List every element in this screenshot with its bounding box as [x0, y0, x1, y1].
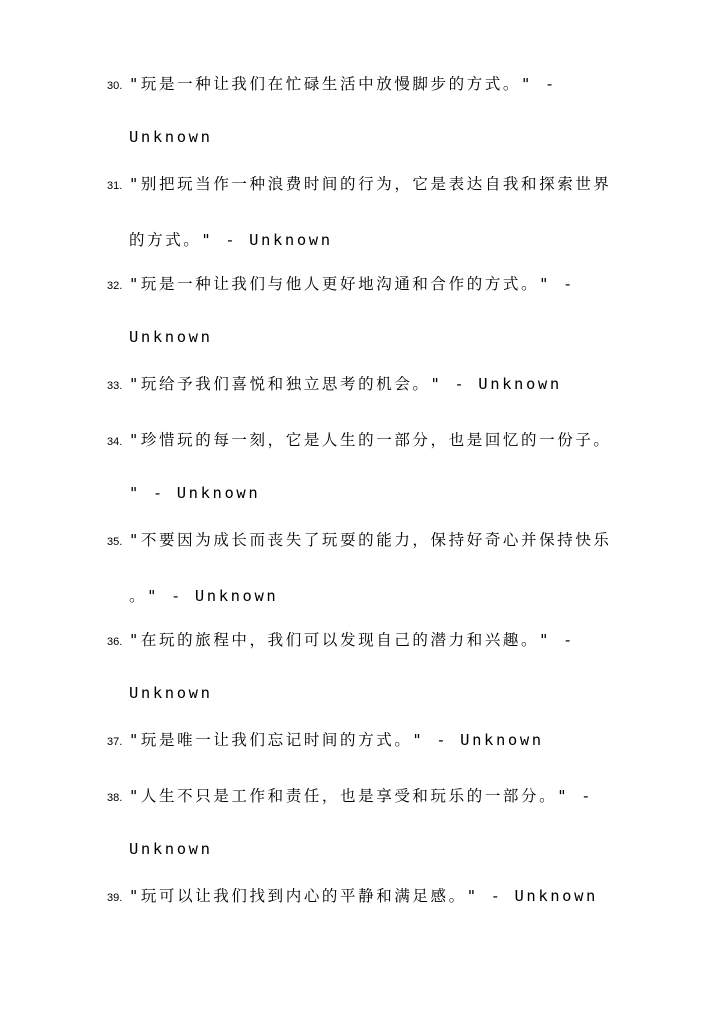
quote-number: 30.: [107, 80, 123, 92]
quote-text: "玩是唯一让我们忘记时间的方式。" - Unknown: [129, 731, 544, 749]
quote-number: 38.: [107, 792, 123, 804]
quote-39: [107, 884, 647, 940]
quote-number: 35.: [107, 536, 123, 548]
quote-text-continued: 。" - Unknown: [129, 587, 279, 605]
quote-text-continued: Unknown: [129, 840, 213, 858]
quote-text-continued: Unknown: [129, 684, 213, 702]
quote-number: 37.: [107, 736, 123, 748]
quote-text-continued: Unknown: [129, 328, 213, 346]
quote-31: [107, 172, 647, 284]
quote-number: 36.: [107, 636, 123, 648]
quote-text: "别把玩当作一种浪费时间的行为，它是表达自我和探索世界: [129, 175, 612, 193]
quote-32: [107, 272, 647, 384]
quote-number: 32.: [107, 280, 123, 292]
quote-37: [107, 728, 647, 784]
quote-33: [107, 372, 647, 428]
quote-text: "人生不只是工作和责任，也是享受和玩乐的一部分。" -: [129, 787, 594, 805]
quote-text: "玩是一种让我们在忙碌生活中放慢脚步的方式。" -: [129, 75, 557, 93]
quote-35: [107, 528, 647, 640]
quote-text: "玩给予我们喜悦和独立思考的机会。" - Unknown: [129, 375, 562, 393]
quote-text: "在玩的旅程中，我们可以发现自己的潜力和兴趣。" -: [129, 631, 575, 649]
quote-38: [107, 784, 647, 896]
quote-36: [107, 628, 647, 740]
quote-text-continued: Unknown: [129, 128, 213, 146]
quote-text-continued: 的方式。" - Unknown: [129, 231, 333, 249]
quote-text: "不要因为成长而丧失了玩耍的能力，保持好奇心并保持快乐: [129, 531, 612, 549]
quote-text: "玩可以让我们找到内心的平静和满足感。" - Unknown: [129, 887, 598, 905]
quote-number: 34.: [107, 436, 123, 448]
quote-text: "玩是一种让我们与他人更好地沟通和合作的方式。" -: [129, 275, 575, 293]
quote-text: "珍惜玩的每一刻，它是人生的一部分，也是回忆的一份子。: [129, 431, 612, 449]
quote-34: [107, 428, 647, 540]
quote-number: 39.: [107, 892, 123, 904]
quote-number: 33.: [107, 380, 123, 392]
quote-text-continued: " - Unknown: [129, 484, 261, 502]
quote-number: 31.: [107, 180, 123, 192]
quote-30: [107, 72, 647, 184]
